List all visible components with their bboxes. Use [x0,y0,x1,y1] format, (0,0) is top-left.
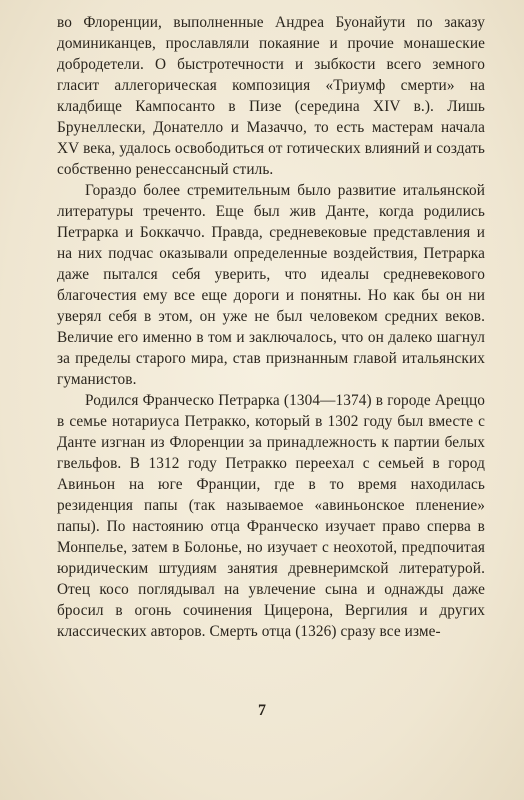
page-number: 7 [258,702,266,719]
body-text [57,12,485,642]
paragraph-3: Родился Франческо Петрарка (1304—1374) в городе Ареццо в семье нотариуса Петракко, который в 1302 году был вместе с Данте изгнан из Флоренции за принадлежность к партии белых гвельфов. В 1312 году Петракко переехал с семьей в город Авиньон на юге Франции, где в то время находилась резиденция папы (так называемое «авиньонское пленение» папы). По настоянию отца Франческо изучает право сперва в Монпелье, затем в Болонье, но изучает с неохотой, предпочитая юридическим штудиям занятия древнеримской литературой. Отец косо поглядывал на увлечение сына и однажды даже бросил в огонь сочинения Цицерона, Вергилия и других классических авторов. Смерть отца (1326) сразу все изме- [57,392,485,640]
paragraph-1: во Флоренции, выполненные Андреа Буонайути по заказу доминиканцев, прославляли покаяние и прочие монашеские добродетели. О быстротечности и зыбкости всего земного гласит аллегорическая композиция «Триумф смерти» на кладбище Кампосанто в Пизе (середина XIV в.). Лишь Брунеллески, Донателло и Мазаччо, то есть мастерам начала XV века, удалось освободиться от готических влияний и создать собственно ренессансный стиль. [57,14,485,178]
paragraph-2: Гораздо более стремительным было развитие итальянской литературы треченто. Еще был жив Данте, когда родились Петрарка и Боккаччо. Правда, средневековые представления и на них подчас оказывали определенные воздействия, Петрарка даже пытался себя уверить, что идеалы средневекового благочестия ему все еще дороги и понятны. Но как бы он ни уверял себя в этом, он уже не был человеком средних веков. Величие его именно в том и заключалось, что он далеко шагнул за пределы старого мира, став признанным главой итальянских гуманистов. [57,182,485,388]
